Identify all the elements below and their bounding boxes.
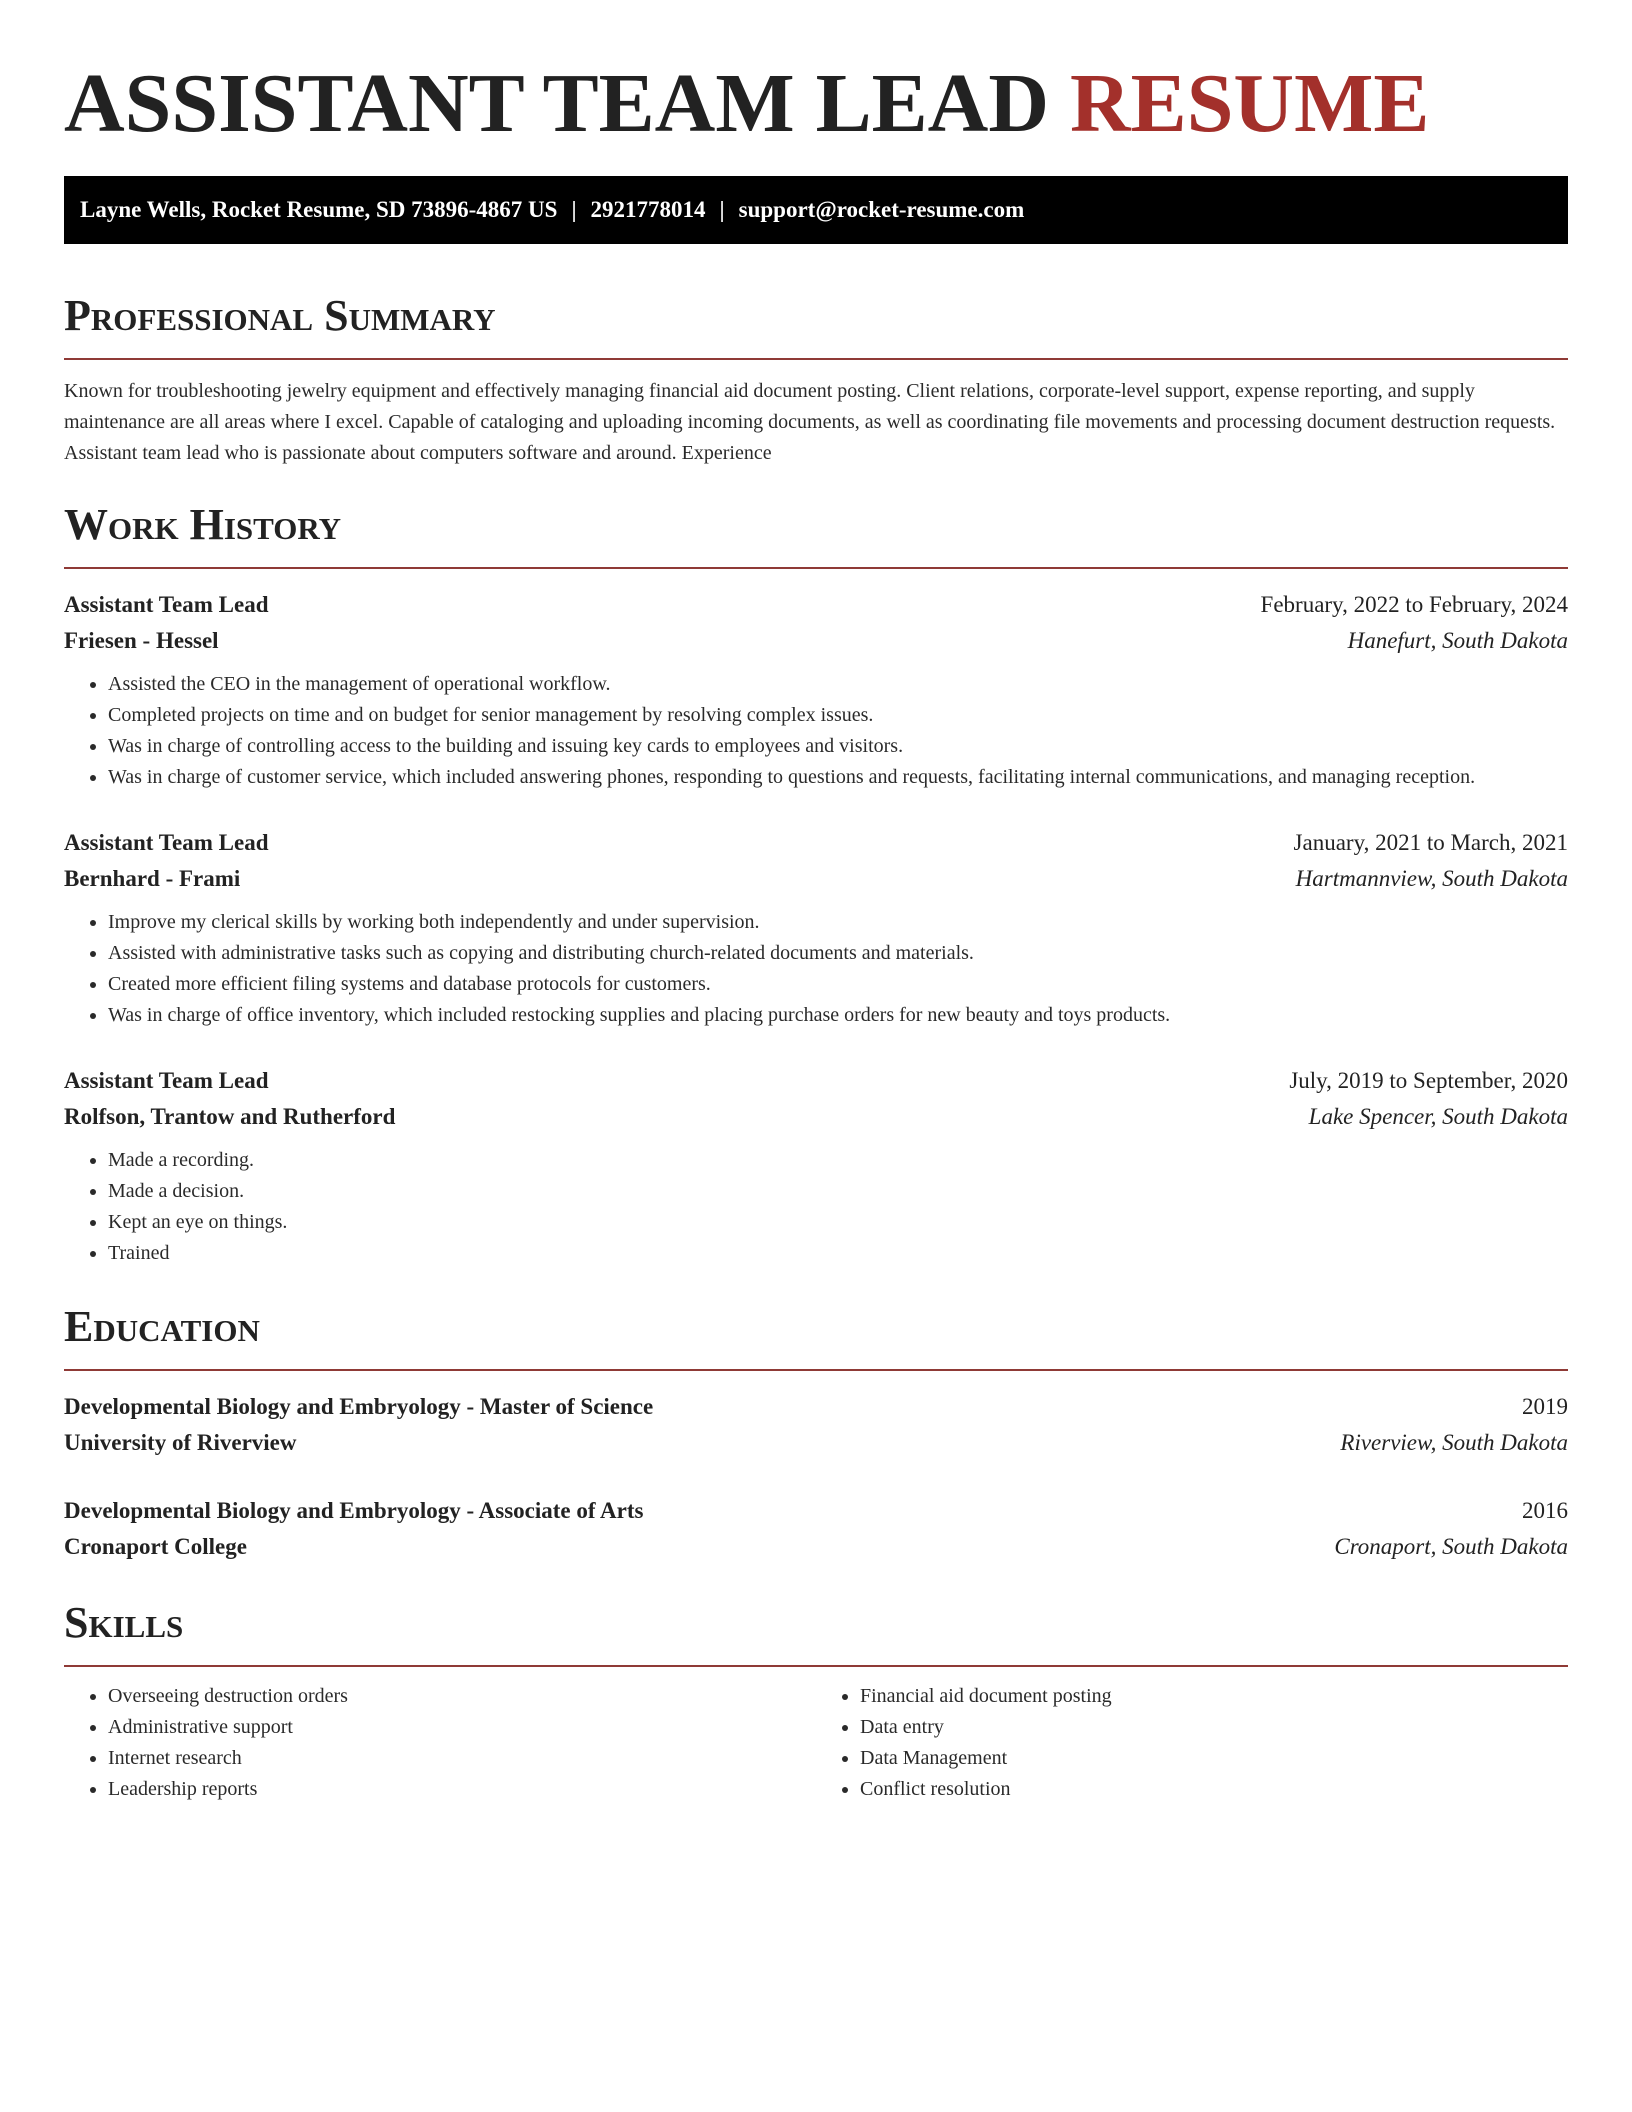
job-bullet: • Was in charge of controlling access to the building and issuing key cards to employees and visitors.	[108, 731, 1568, 762]
work-history-section	[64, 497, 1568, 1269]
job-bullet: • Was in charge of office inventory, which included restocking supplies and placing purchase orders for new beauty and toys products.	[108, 1000, 1568, 1031]
education-location: Cronaport, South Dakota	[1334, 1534, 1568, 1559]
job-bullets	[64, 907, 1568, 1031]
job-dates: February, 2022 to February, 2024	[1260, 592, 1568, 617]
skill-item: • Administrative support	[108, 1712, 816, 1743]
job-title: Assistant Team Lead	[64, 1068, 269, 1093]
contact-separator: |	[571, 197, 577, 222]
skill-item: • Overseeing destruction orders	[108, 1681, 816, 1712]
education-year: 2019	[1522, 1394, 1568, 1419]
job-bullet: • Made a recording.	[108, 1145, 1568, 1176]
skill-item: • Internet research	[108, 1743, 816, 1774]
contact-bar	[64, 176, 1568, 244]
education-degree: Developmental Biology and Embryology - Associate of Arts	[64, 1498, 644, 1523]
contact-address: Layne Wells, Rocket Resume, SD 73896-4867 US	[80, 197, 558, 222]
skill-item: • Leadership reports	[108, 1774, 816, 1805]
skill-item: • Conflict resolution	[860, 1774, 1568, 1805]
skills-list-left	[64, 1681, 816, 1805]
job-title: Assistant Team Lead	[64, 592, 269, 617]
section-divider	[64, 1369, 1568, 1371]
job-dates: July, 2019 to September, 2020	[1289, 1068, 1568, 1093]
skill-item: • Data Management	[860, 1743, 1568, 1774]
section-heading-education: Education	[64, 1302, 260, 1351]
education-entry	[64, 1493, 1568, 1565]
job-bullet: • Trained	[108, 1238, 1568, 1269]
job-bullet: • Kept an eye on things.	[108, 1207, 1568, 1238]
education-section	[64, 1299, 1568, 1565]
contact-phone: 2921778014	[590, 197, 706, 222]
section-heading-summary: Professional Summary	[64, 291, 496, 340]
section-divider	[64, 1665, 1568, 1667]
job-bullet: • Assisted with administrative tasks such as copying and distributing church-related documents and materials.	[108, 938, 1568, 969]
education-school: Cronaport College	[64, 1534, 247, 1559]
job-bullet: • Was in charge of customer service, which included answering phones, responding to questions and requests, facilitating internal communications, and managing reception.	[108, 762, 1568, 793]
job-location: Hartmannview, South Dakota	[1295, 866, 1568, 891]
contact-separator: |	[719, 197, 725, 222]
section-divider	[64, 567, 1568, 569]
job-bullet: • Created more efficient filing systems and database protocols for customers.	[108, 969, 1568, 1000]
summary-section	[64, 288, 1568, 469]
section-divider	[64, 358, 1568, 360]
job-company: Friesen - Hessel	[64, 628, 219, 653]
skills-section	[64, 1595, 1568, 1805]
education-degree: Developmental Biology and Embryology - Master of Science	[64, 1394, 654, 1419]
skills-columns	[64, 1681, 1568, 1805]
job-dates: January, 2021 to March, 2021	[1293, 830, 1568, 855]
job-bullet: • Assisted the CEO in the management of operational workflow.	[108, 669, 1568, 700]
job-bullet: • Made a decision.	[108, 1176, 1568, 1207]
job-bullets	[64, 1145, 1568, 1269]
summary-text: Known for troubleshooting jewelry equipment and effectively managing financial aid document posting. Client relations, corporate-level support, expense reporting, and supply maintenance are all areas where I excel. Capable of cataloging and uploading incoming documents, as well as coordinating file movements and processing document destruction requests. Assistant team lead who is passionate about computers software and around. Experience	[64, 380, 1556, 464]
education-location: Riverview, South Dakota	[1340, 1430, 1568, 1455]
job-entry	[64, 825, 1568, 1031]
job-location: Lake Spencer, South Dakota	[1308, 1104, 1568, 1129]
title-main: ASSISTANT TEAM LEAD	[64, 57, 1049, 150]
job-company: Bernhard - Frami	[64, 866, 241, 891]
skill-item: • Financial aid document posting	[860, 1681, 1568, 1712]
job-location: Hanefurt, South Dakota	[1347, 628, 1568, 653]
education-school: University of Riverview	[64, 1430, 297, 1455]
section-heading-work-history: Work History	[64, 500, 342, 549]
job-bullet: • Improve my clerical skills by working both independently and under supervision.	[108, 907, 1568, 938]
contact-email: support@rocket-resume.com	[738, 197, 1025, 222]
education-year: 2016	[1522, 1498, 1568, 1523]
job-company: Rolfson, Trantow and Rutherford	[64, 1104, 396, 1129]
skill-item: • Data entry	[860, 1712, 1568, 1743]
title-accent: RESUME	[1070, 57, 1430, 150]
skills-list-right	[816, 1681, 1568, 1805]
job-entry	[64, 1063, 1568, 1269]
section-heading-skills: Skills	[64, 1598, 184, 1647]
job-title: Assistant Team Lead	[64, 830, 269, 855]
job-entry	[64, 587, 1568, 793]
resume-title	[64, 54, 1568, 154]
job-bullet: • Completed projects on time and on budget for senior management by resolving complex issues.	[108, 700, 1568, 731]
job-bullets	[64, 669, 1568, 793]
education-entry	[64, 1389, 1568, 1461]
